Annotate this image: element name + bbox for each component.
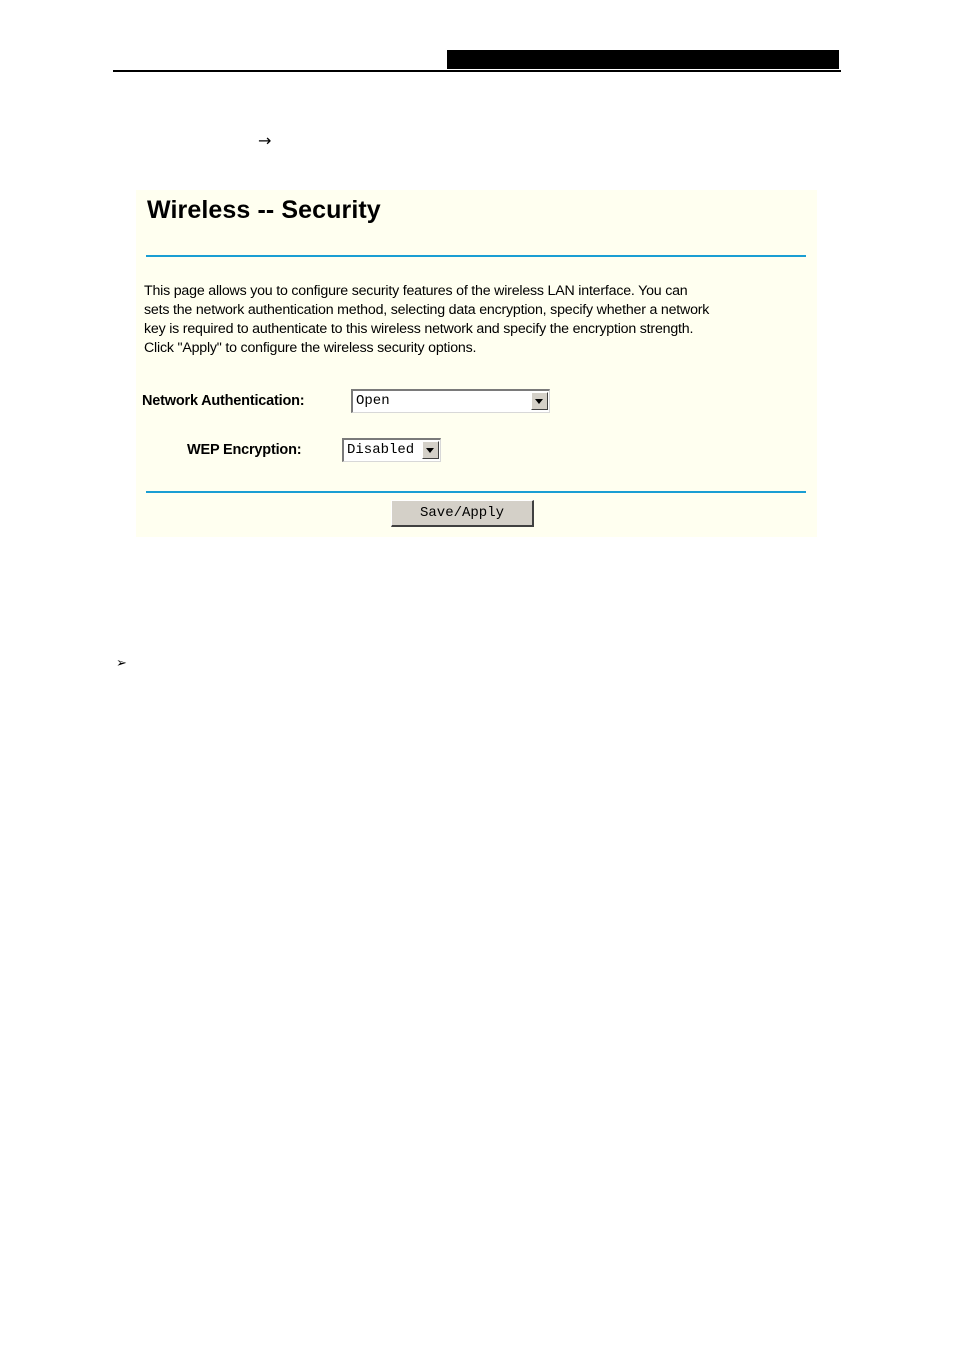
- network-authentication-label: Network Authentication:: [142, 393, 305, 409]
- page-title: Wireless -- Security: [147, 196, 381, 224]
- arrow-right-icon: →: [258, 131, 272, 150]
- wep-encryption-select[interactable]: [342, 438, 441, 462]
- wireless-security-panel: [136, 190, 817, 537]
- divider-top: [146, 255, 806, 257]
- description-line: key is required to authenticate to this wireless network and specify the encryption strength.: [144, 321, 694, 337]
- wep-encryption-value: Disabled: [347, 442, 415, 458]
- network-authentication-select[interactable]: [351, 389, 550, 413]
- chevron-down-icon[interactable]: [422, 441, 439, 459]
- wep-encryption-label: WEP Encryption:: [187, 442, 302, 458]
- network-authentication-value: Open: [356, 393, 390, 409]
- header-bar: [447, 50, 839, 69]
- divider-bottom: [146, 491, 806, 493]
- description-line: Click "Apply" to configure the wireless security options.: [144, 340, 477, 356]
- save-apply-button[interactable]: Save/Apply: [391, 500, 534, 527]
- page-description: [144, 282, 799, 358]
- bullet-arrow-icon: ➢: [116, 656, 127, 671]
- header-rule: [113, 70, 841, 72]
- description-line: sets the network authentication method, selecting data encryption, specify whether a network: [144, 302, 710, 318]
- description-line: This page allows you to configure security features of the wireless LAN interface. You can: [144, 283, 688, 299]
- chevron-down-icon[interactable]: [531, 392, 548, 410]
